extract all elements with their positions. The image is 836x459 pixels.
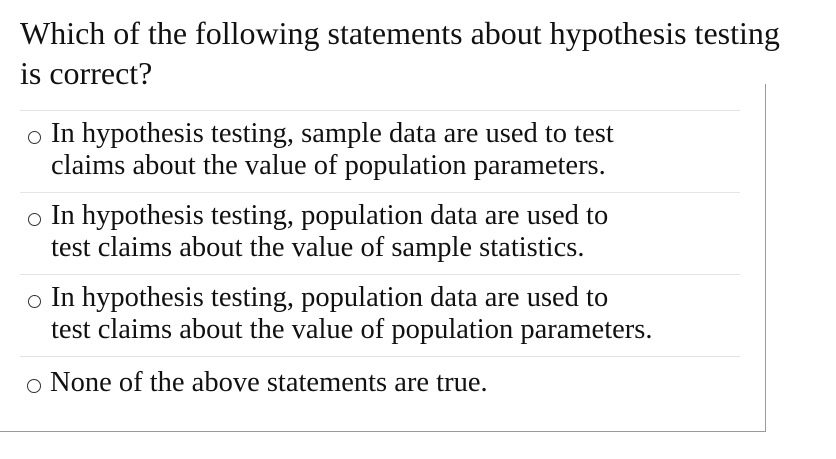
question-line-1: Which of the following statements about hypothesis testing — [20, 15, 780, 51]
answer-option-label: In hypothesis testing, population data are used to test claims about the value of sample statistics. — [51, 200, 609, 263]
answer-option-4[interactable] — [20, 356, 740, 418]
radio-button-icon[interactable] — [28, 295, 41, 308]
answer-option-label: In hypothesis testing, population data are used to test claims about the value of population parameters. — [51, 282, 653, 345]
question-line-2: is correct? — [20, 55, 153, 91]
answer-option-label: None of the above statements are true. — [50, 367, 488, 398]
answer-option-3[interactable] — [20, 274, 740, 356]
radio-button-icon[interactable] — [27, 379, 41, 393]
answer-option-label: In hypothesis testing, sample data are used to test claims about the value of population parameters. — [51, 118, 614, 181]
question-text — [20, 13, 820, 93]
answer-option-2[interactable] — [20, 192, 740, 274]
radio-button-icon[interactable] — [28, 131, 41, 144]
radio-button-icon[interactable] — [28, 213, 41, 226]
answer-options — [20, 110, 740, 418]
answer-option-1[interactable] — [20, 110, 740, 192]
